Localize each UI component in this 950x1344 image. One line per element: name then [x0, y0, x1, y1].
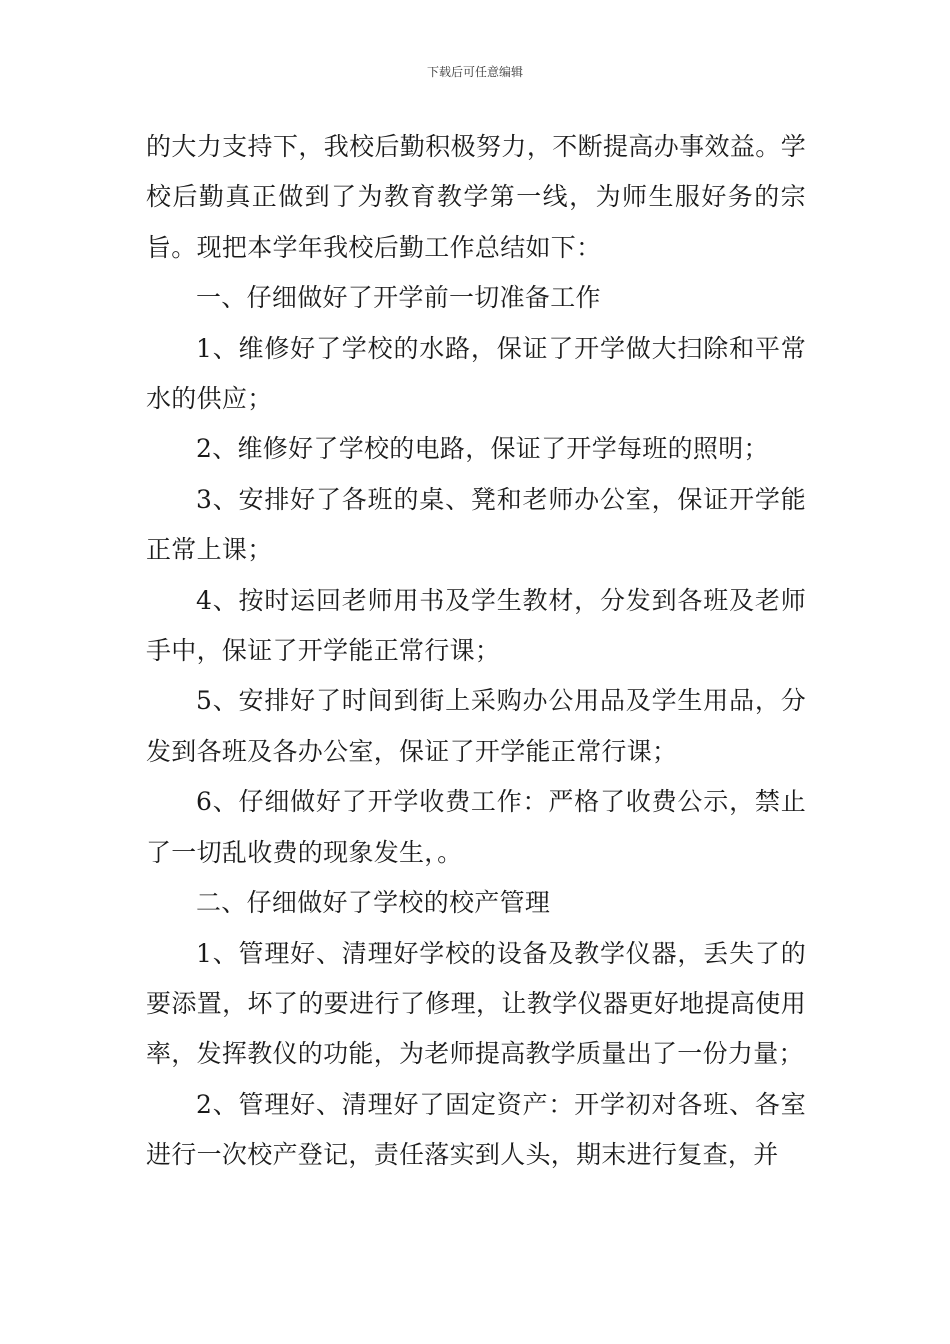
- section-heading-2: 二、仔细做好了学校的校产管理: [196, 888, 551, 918]
- list-item: 1、管理好、清理好学校的设备及教学仪器，丢失了的要添置，坏了的要进行了修理，让教学仪器更好地提高使用率，发挥教仪的功能，为老师提高教学质量出了一份力量；: [146, 938, 806, 1069]
- list-item: 6、仔细做好了开学收费工作：严格了收费公示，禁止了一切乱收费的现象发生，。: [146, 787, 806, 867]
- list-item: 3、安排好了各班的桌、凳和老师办公室，保证开学能正常上课；: [146, 484, 806, 565]
- list-item: 5、安排好了时间到街上采购办公用品及学生用品，分发到各班及各办公室，保证了开学能正常行课；: [146, 686, 806, 766]
- list-item: 1、维修好了学校的水路，保证了开学做大扫除和平常水的供应；: [146, 333, 806, 414]
- list-item: 4、按时运回老师用书及学生教材，分发到各班及老师手中，保证了开学能正常行课；: [146, 585, 806, 666]
- section-heading-1: 一、仔细做好了开学前一切准备工作: [196, 283, 601, 313]
- list-item: 2、维修好了学校的电路，保证了开学每班的照明；: [196, 434, 769, 464]
- page-header-note: 下载后可任意编辑: [426, 65, 523, 79]
- document-body: [146, 122, 806, 1181]
- list-item: 2、管理好、清理好了固定资产：开学初对各班、各室进行一次校产登记，责任落实到人头，期末进行复查，并: [146, 1089, 806, 1170]
- paragraph-intro: 的大力支持下，我校后勤积极努力，不断提高办事效益。学校后勤真正做到了为教育教学第一线，为师生服好务的宗旨。现把本学年我校后勤工作总结如下：: [146, 132, 806, 262]
